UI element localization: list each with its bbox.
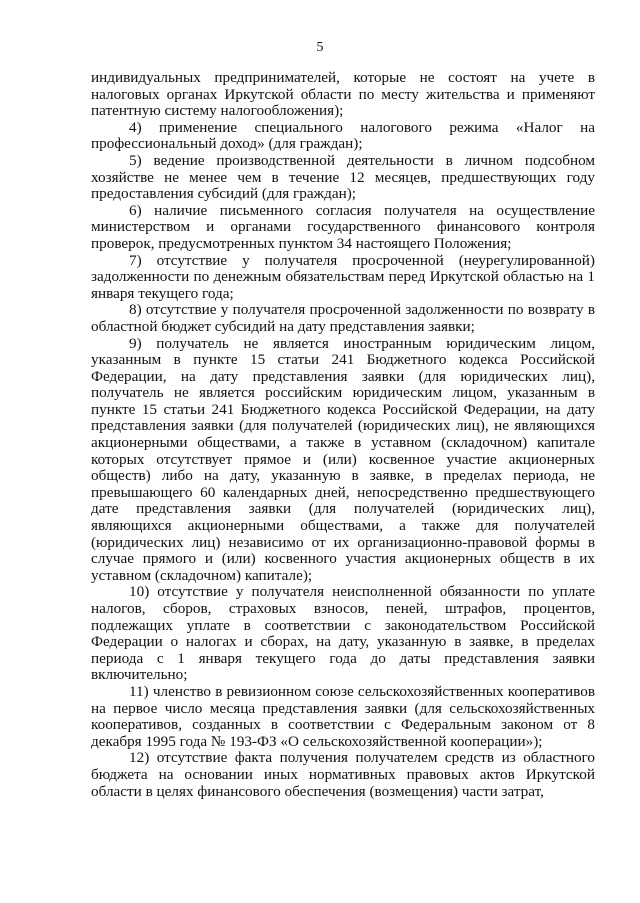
- paragraph-item-5: 5) ведение производственной деятельности в личном подсобном хозяйстве не менее чем в течение 12 месяцев, предшествующих году предоставления субсидий (для граждан);: [91, 151, 595, 203]
- paragraph-item-7: 7) отсутствие у получателя просроченной (неурегулированной) задолженности по денежным обязательствам перед Иркутской областью на 1 января текущего года;: [91, 251, 595, 302]
- paragraph-item-10: 10) отсутствие у получателя неисполненной обязанности по уплате налогов, сборов, страховых взносов, пеней, штрафов, процентов, подлежащих уплате в соответствии с законодательством Российской Федерации о налогах и сборах, на дату, указанную в заявке, в пределах периода с 1 января текущего года до даты представления заявки включительно;: [91, 583, 595, 684]
- paragraph-item-6: 6) наличие письменного согласия получателя на осуществление министерством и органами государственного финансового контроля проверок, предусмотренных пунктом 34 настоящего Положения;: [91, 201, 595, 252]
- page-number: 5: [316, 40, 324, 55]
- document-body: [91, 70, 595, 800]
- paragraph-item-8: 8) отсутствие у получателя просроченной задолженности по возврату в областной бюджет субсидий на дату представления заявки;: [91, 301, 595, 335]
- paragraph-item-9: 9) получатель не является иностранным юридическим лицом, указанным в пункте 15 статьи 241 Бюджетного кодекса Российской Федерации, на дату представления заявки (для юридических лиц), получатель не является российским юридическим лицом, указанным в пункте 15 статьи 241 Бюджетного кодекса Российской Федерации, на дату представления заявки (для получателей (юридических лиц), не являющихся акционерными обществами, а также в уставном (складочном) капитале которых отсутствует прямое и (или) косвенное участие акционерных обществ) либо на дату, указанную в заявке, в пределах периода, не превышающего 60 календарных дней, непосредственно предшествующего дате представления заявки (для получателей (юридических лиц), являющихся акционерными обществами, а также для получателей (юридических лиц) независимо от их организационно-правовой формы в случае прямого и (или) косвенного участия акционерных обществ в их уставном (складочном) капитале);: [91, 334, 595, 584]
- paragraph-item-11: 11) членство в ревизионном союзе сельскохозяйственных кооперативов на первое число месяца представления заявки (для сельскохозяйственных кооперативов, созданных в соответствии с Федеральным законом от 8 декабря 1995 года № 193-ФЗ «О сельскохозяйственной кооперации»);: [91, 682, 595, 750]
- paragraph-item-12: 12) отсутствие факта получения получателем средств из областного бюджета на основании иных нормативных правовых актов Иркутской области в целях финансового обеспечения (возмещения) части затрат,: [91, 749, 595, 800]
- paragraph-item-4: 4) применение специального налогового режима «Налог на профессиональный доход» (для граждан);: [91, 118, 595, 153]
- paragraph-continuation: индивидуальных предпринимателей, которые не состоят на учете в налоговых органах Иркутской области по месту жительства и применяют патентную систему налогообложения);: [91, 69, 595, 120]
